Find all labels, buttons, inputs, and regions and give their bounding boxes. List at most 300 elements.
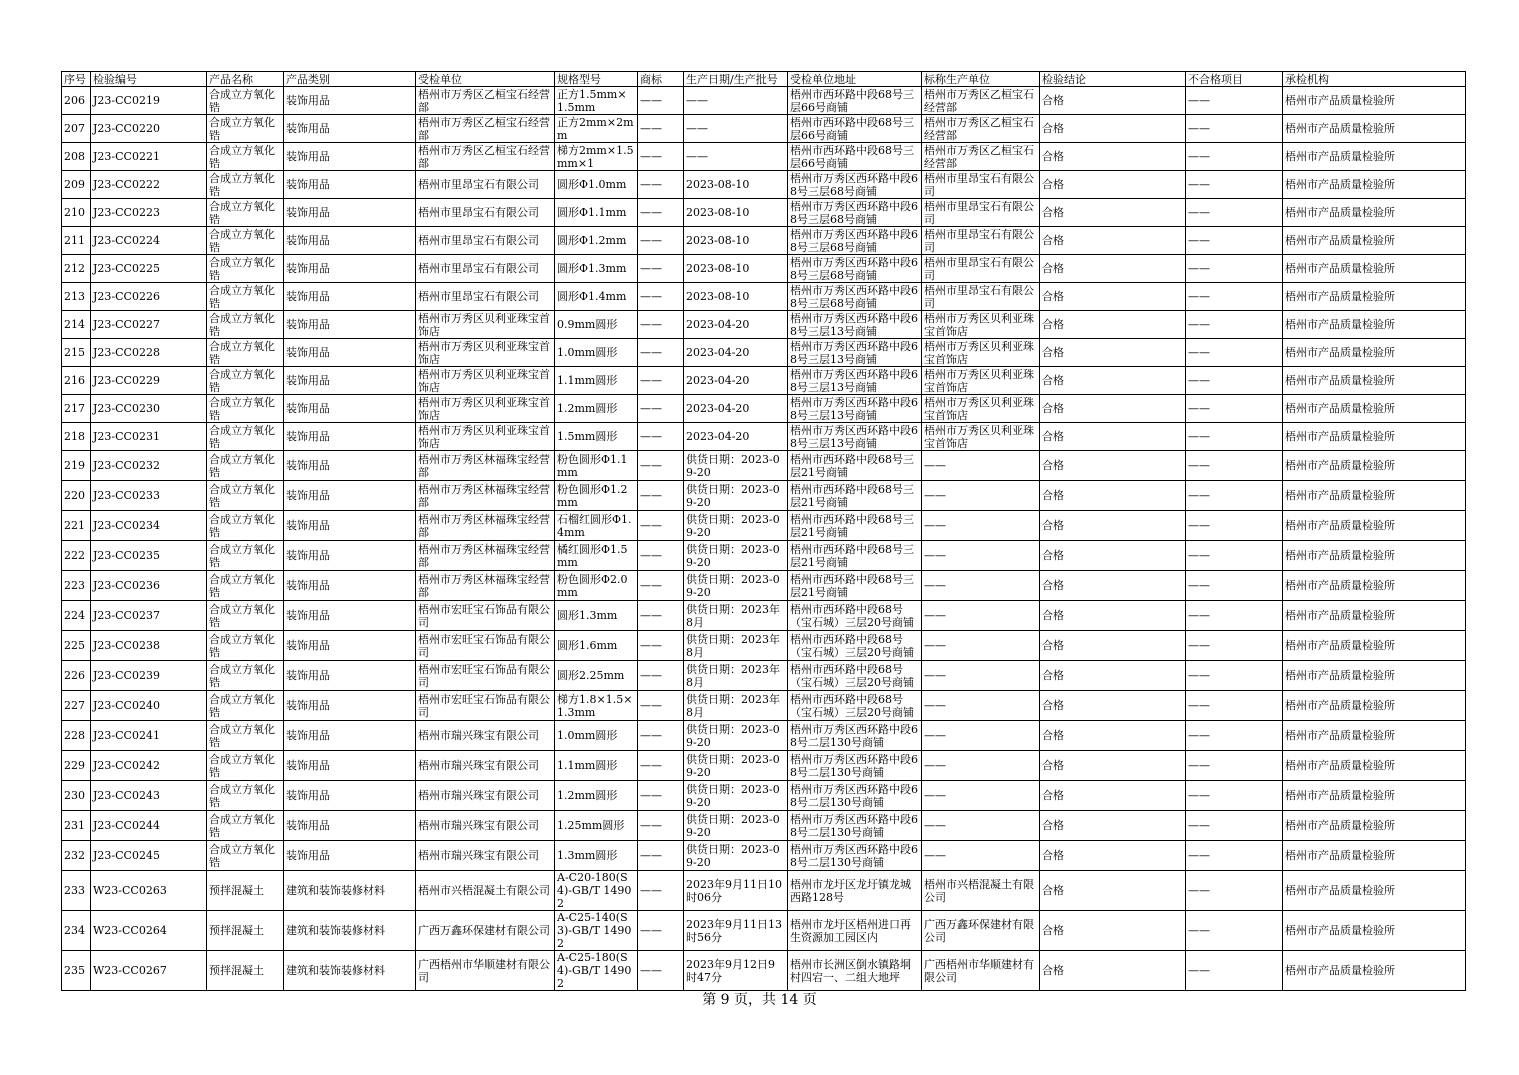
cell-nominal-manufacturer: 梧州市里昂宝石有限公司 (922, 255, 1040, 283)
cell-inspected-unit: 梧州市万秀区乙桓宝石经营部 (416, 87, 555, 115)
cell-product-name: 预拌混凝土 (207, 871, 284, 911)
table-body (62, 87, 1466, 991)
cell-product-category: 装饰用品 (284, 721, 416, 751)
cell-serial: 234 (62, 911, 91, 951)
cell-unit-address: 梧州市万秀区西环路中段68号三层68号商铺 (788, 171, 922, 199)
cell-product-name: 合成立方氧化锆 (207, 541, 284, 571)
cell-conclusion: 合格 (1040, 811, 1186, 841)
cell-trademark: —— (638, 721, 684, 751)
cell-failed-items: —— (1186, 423, 1283, 451)
cell-specification: 1.2mm圆形 (555, 395, 638, 423)
table-row (62, 481, 1466, 511)
cell-inspected-unit: 梧州市里昂宝石有限公司 (416, 227, 555, 255)
cell-inspection-no: J23-CC0239 (91, 661, 207, 691)
cell-unit-address: 梧州市万秀区西环路中段68号二层130号商铺 (788, 811, 922, 841)
cell-testing-agency: 梧州市产品质量检验所 (1283, 691, 1466, 721)
cell-trademark: —— (638, 227, 684, 255)
cell-nominal-manufacturer: —— (922, 631, 1040, 661)
cell-conclusion: 合格 (1040, 367, 1186, 395)
cell-serial: 222 (62, 541, 91, 571)
cell-testing-agency: 梧州市产品质量检验所 (1283, 339, 1466, 367)
cell-product-category: 装饰用品 (284, 811, 416, 841)
cell-product-category: 装饰用品 (284, 451, 416, 481)
cell-product-category: 装饰用品 (284, 601, 416, 631)
cell-nominal-manufacturer: —— (922, 601, 1040, 631)
cell-product-category: 装饰用品 (284, 691, 416, 721)
cell-specification: 圆形Φ1.2mm (555, 227, 638, 255)
cell-failed-items: —— (1186, 871, 1283, 911)
cell-production-date: 2023-04-20 (684, 311, 788, 339)
cell-trademark: —— (638, 87, 684, 115)
cell-inspected-unit: 梧州市宏旺宝石饰品有限公司 (416, 631, 555, 661)
cell-inspected-unit: 梧州市宏旺宝石饰品有限公司 (416, 691, 555, 721)
cell-testing-agency: 梧州市产品质量检验所 (1283, 115, 1466, 143)
cell-product-category: 装饰用品 (284, 339, 416, 367)
cell-failed-items: —— (1186, 255, 1283, 283)
cell-production-date: 供货日期：2023-09-20 (684, 451, 788, 481)
cell-failed-items: —— (1186, 395, 1283, 423)
cell-conclusion: 合格 (1040, 395, 1186, 423)
cell-specification: 橘红圆形Φ1.5mm (555, 541, 638, 571)
cell-testing-agency: 梧州市产品质量检验所 (1283, 601, 1466, 631)
cell-inspected-unit: 梧州市里昂宝石有限公司 (416, 199, 555, 227)
cell-trademark: —— (638, 283, 684, 311)
cell-trademark: —— (638, 511, 684, 541)
cell-conclusion: 合格 (1040, 481, 1186, 511)
cell-inspected-unit: 梧州市万秀区贝利亚珠宝首饰店 (416, 395, 555, 423)
cell-production-date: 供货日期：2023年8月 (684, 661, 788, 691)
cell-trademark: —— (638, 601, 684, 631)
table-row (62, 451, 1466, 481)
table-row (62, 691, 1466, 721)
cell-nominal-manufacturer: —— (922, 481, 1040, 511)
cell-unit-address: 梧州市万秀区西环路中段68号三层13号商铺 (788, 367, 922, 395)
cell-trademark: —— (638, 339, 684, 367)
table-row (62, 871, 1466, 911)
cell-conclusion: 合格 (1040, 781, 1186, 811)
table-row (62, 951, 1466, 991)
cell-inspected-unit: 梧州市万秀区林福珠宝经营部 (416, 451, 555, 481)
cell-product-category: 装饰用品 (284, 283, 416, 311)
cell-unit-address: 梧州市万秀区西环路中段68号三层68号商铺 (788, 283, 922, 311)
cell-failed-items: —— (1186, 811, 1283, 841)
cell-specification: 圆形Φ1.0mm (555, 171, 638, 199)
cell-testing-agency: 梧州市产品质量检验所 (1283, 811, 1466, 841)
table-row (62, 143, 1466, 171)
cell-conclusion: 合格 (1040, 143, 1186, 171)
cell-conclusion: 合格 (1040, 691, 1186, 721)
cell-production-date: 供货日期：2023-09-20 (684, 781, 788, 811)
cell-nominal-manufacturer: 梧州市里昂宝石有限公司 (922, 227, 1040, 255)
cell-serial: 228 (62, 721, 91, 751)
cell-unit-address: 梧州市万秀区西环路中段68号三层13号商铺 (788, 311, 922, 339)
cell-failed-items: —— (1186, 601, 1283, 631)
cell-serial: 216 (62, 367, 91, 395)
table-row (62, 423, 1466, 451)
header-product-name: 产品名称 (207, 72, 284, 87)
cell-nominal-manufacturer: 梧州市万秀区乙桓宝石经营部 (922, 87, 1040, 115)
cell-serial: 206 (62, 87, 91, 115)
cell-inspected-unit: 梧州市万秀区贝利亚珠宝首饰店 (416, 423, 555, 451)
cell-inspected-unit: 梧州市宏旺宝石饰品有限公司 (416, 601, 555, 631)
cell-conclusion: 合格 (1040, 951, 1186, 991)
cell-product-category: 装饰用品 (284, 367, 416, 395)
cell-specification: 1.1mm圆形 (555, 751, 638, 781)
cell-production-date: 2023-04-20 (684, 423, 788, 451)
cell-inspection-no: J23-CC0231 (91, 423, 207, 451)
cell-specification: 1.2mm圆形 (555, 781, 638, 811)
cell-production-date: —— (684, 143, 788, 171)
cell-failed-items: —— (1186, 199, 1283, 227)
cell-trademark: —— (638, 481, 684, 511)
cell-product-category: 装饰用品 (284, 311, 416, 339)
cell-trademark: —— (638, 367, 684, 395)
cell-production-date: 2023-08-10 (684, 171, 788, 199)
cell-product-name: 合成立方氧化锆 (207, 87, 284, 115)
cell-production-date: —— (684, 87, 788, 115)
cell-product-category: 装饰用品 (284, 751, 416, 781)
cell-inspection-no: J23-CC0233 (91, 481, 207, 511)
cell-failed-items: —— (1186, 751, 1283, 781)
cell-conclusion: 合格 (1040, 423, 1186, 451)
cell-product-category: 装饰用品 (284, 255, 416, 283)
page-footer: 第 9 页，共 14 页 (702, 992, 817, 1008)
cell-specification: 0.9mm圆形 (555, 311, 638, 339)
cell-serial: 213 (62, 283, 91, 311)
cell-serial: 232 (62, 841, 91, 871)
cell-specification: 圆形Φ1.3mm (555, 255, 638, 283)
cell-production-date: 供货日期：2023-09-20 (684, 751, 788, 781)
cell-inspected-unit: 梧州市瑞兴珠宝有限公司 (416, 721, 555, 751)
cell-inspection-no: J23-CC0230 (91, 395, 207, 423)
cell-product-name: 合成立方氧化锆 (207, 143, 284, 171)
cell-specification: 粉色圆形Φ2.0mm (555, 571, 638, 601)
cell-product-name: 合成立方氧化锆 (207, 721, 284, 751)
cell-product-category: 装饰用品 (284, 511, 416, 541)
cell-nominal-manufacturer: —— (922, 751, 1040, 781)
cell-testing-agency: 梧州市产品质量检验所 (1283, 199, 1466, 227)
table-row (62, 571, 1466, 601)
cell-specification: 1.0mm圆形 (555, 721, 638, 751)
cell-trademark: —— (638, 911, 684, 951)
cell-specification: 梯方1.8×1.5×1.3mm (555, 691, 638, 721)
cell-unit-address: 梧州市西环路中段68号三层21号商铺 (788, 511, 922, 541)
cell-specification: 梯方2mm×1.5mm×1 (555, 143, 638, 171)
inspection-results-table (61, 71, 1466, 991)
cell-failed-items: —— (1186, 511, 1283, 541)
cell-failed-items: —— (1186, 631, 1283, 661)
cell-product-name: 预拌混凝土 (207, 911, 284, 951)
cell-inspection-no: J23-CC0226 (91, 283, 207, 311)
cell-nominal-manufacturer: —— (922, 541, 1040, 571)
cell-nominal-manufacturer: 梧州市万秀区乙桓宝石经营部 (922, 143, 1040, 171)
cell-trademark: —— (638, 451, 684, 481)
cell-product-name: 合成立方氧化锆 (207, 367, 284, 395)
cell-serial: 224 (62, 601, 91, 631)
header-production-date: 生产日期/生产批号 (684, 72, 788, 87)
cell-testing-agency: 梧州市产品质量检验所 (1283, 571, 1466, 601)
cell-testing-agency: 梧州市产品质量检验所 (1283, 171, 1466, 199)
cell-testing-agency: 梧州市产品质量检验所 (1283, 951, 1466, 991)
cell-conclusion: 合格 (1040, 171, 1186, 199)
cell-production-date: 供货日期：2023-09-20 (684, 811, 788, 841)
cell-nominal-manufacturer: —— (922, 571, 1040, 601)
cell-production-date: 供货日期：2023-09-20 (684, 481, 788, 511)
cell-product-category: 装饰用品 (284, 143, 416, 171)
cell-serial: 235 (62, 951, 91, 991)
cell-nominal-manufacturer: 梧州市兴梧混凝土有限公司 (922, 871, 1040, 911)
cell-inspection-no: J23-CC0222 (91, 171, 207, 199)
cell-inspection-no: J23-CC0219 (91, 87, 207, 115)
cell-inspected-unit: 梧州市万秀区乙桓宝石经营部 (416, 143, 555, 171)
cell-nominal-manufacturer: 梧州市万秀区贝利亚珠宝首饰店 (922, 423, 1040, 451)
cell-testing-agency: 梧州市产品质量检验所 (1283, 541, 1466, 571)
cell-serial: 231 (62, 811, 91, 841)
cell-inspection-no: J23-CC0238 (91, 631, 207, 661)
cell-unit-address: 梧州市西环路中段68号（宝石城）三层20号商铺 (788, 691, 922, 721)
cell-production-date: 供货日期：2023-09-20 (684, 841, 788, 871)
cell-conclusion: 合格 (1040, 115, 1186, 143)
cell-unit-address: 梧州市西环路中段68号三层21号商铺 (788, 541, 922, 571)
cell-trademark: —— (638, 951, 684, 991)
cell-specification: 1.25mm圆形 (555, 811, 638, 841)
cell-product-category: 装饰用品 (284, 571, 416, 601)
cell-specification: 圆形1.3mm (555, 601, 638, 631)
cell-product-category: 装饰用品 (284, 87, 416, 115)
cell-inspection-no: J23-CC0241 (91, 721, 207, 751)
cell-product-name: 合成立方氧化锆 (207, 423, 284, 451)
cell-trademark: —— (638, 255, 684, 283)
cell-unit-address: 梧州市西环路中段68号（宝石城）三层20号商铺 (788, 661, 922, 691)
table-row (62, 255, 1466, 283)
cell-product-category: 装饰用品 (284, 631, 416, 661)
cell-inspection-no: J23-CC0224 (91, 227, 207, 255)
cell-serial: 226 (62, 661, 91, 691)
cell-failed-items: —— (1186, 143, 1283, 171)
cell-production-date: 供货日期：2023年8月 (684, 601, 788, 631)
cell-conclusion: 合格 (1040, 911, 1186, 951)
cell-failed-items: —— (1186, 541, 1283, 571)
header-product-category: 产品类别 (284, 72, 416, 87)
cell-product-category: 装饰用品 (284, 227, 416, 255)
cell-inspected-unit: 梧州市万秀区贝利亚珠宝首饰店 (416, 367, 555, 395)
cell-product-category: 装饰用品 (284, 541, 416, 571)
cell-failed-items: —— (1186, 951, 1283, 991)
cell-inspection-no: J23-CC0234 (91, 511, 207, 541)
cell-inspection-no: J23-CC0223 (91, 199, 207, 227)
cell-failed-items: —— (1186, 781, 1283, 811)
cell-testing-agency: 梧州市产品质量检验所 (1283, 367, 1466, 395)
cell-specification: 1.5mm圆形 (555, 423, 638, 451)
cell-production-date: 2023-04-20 (684, 395, 788, 423)
cell-unit-address: 梧州市龙圩区梧州进口再生资源加工园区内 (788, 911, 922, 951)
cell-inspected-unit: 梧州市万秀区林福珠宝经营部 (416, 571, 555, 601)
cell-testing-agency: 梧州市产品质量检验所 (1283, 395, 1466, 423)
cell-failed-items: —— (1186, 115, 1283, 143)
cell-inspected-unit: 梧州市万秀区林福珠宝经营部 (416, 541, 555, 571)
cell-conclusion: 合格 (1040, 871, 1186, 911)
cell-inspected-unit: 梧州市瑞兴珠宝有限公司 (416, 841, 555, 871)
cell-conclusion: 合格 (1040, 511, 1186, 541)
cell-inspection-no: J23-CC0232 (91, 451, 207, 481)
cell-unit-address: 梧州市西环路中段68号三层21号商铺 (788, 481, 922, 511)
cell-unit-address: 梧州市万秀区西环路中段68号二层130号商铺 (788, 781, 922, 811)
cell-failed-items: —— (1186, 339, 1283, 367)
cell-testing-agency: 梧州市产品质量检验所 (1283, 87, 1466, 115)
cell-specification: 石榴红圆形Φ1.4mm (555, 511, 638, 541)
table-row (62, 661, 1466, 691)
cell-product-name: 合成立方氧化锆 (207, 481, 284, 511)
cell-specification: 正方2mm×2mm (555, 115, 638, 143)
cell-product-name: 合成立方氧化锆 (207, 339, 284, 367)
table-row (62, 631, 1466, 661)
cell-failed-items: —— (1186, 911, 1283, 951)
cell-failed-items: —— (1186, 171, 1283, 199)
cell-conclusion: 合格 (1040, 255, 1186, 283)
cell-product-name: 合成立方氧化锆 (207, 395, 284, 423)
table-row (62, 171, 1466, 199)
cell-production-date: 供货日期：2023-09-20 (684, 571, 788, 601)
cell-inspection-no: J23-CC0225 (91, 255, 207, 283)
cell-failed-items: —— (1186, 451, 1283, 481)
cell-nominal-manufacturer: 梧州市万秀区乙桓宝石经营部 (922, 115, 1040, 143)
cell-unit-address: 梧州市万秀区西环路中段68号二层130号商铺 (788, 751, 922, 781)
cell-conclusion: 合格 (1040, 541, 1186, 571)
cell-nominal-manufacturer: —— (922, 511, 1040, 541)
cell-unit-address: 梧州市万秀区西环路中段68号二层130号商铺 (788, 841, 922, 871)
header-serial: 序号 (62, 72, 91, 87)
cell-testing-agency: 梧州市产品质量检验所 (1283, 423, 1466, 451)
cell-unit-address: 梧州市西环路中段68号三层66号商铺 (788, 115, 922, 143)
cell-nominal-manufacturer: —— (922, 721, 1040, 751)
cell-serial: 230 (62, 781, 91, 811)
cell-conclusion: 合格 (1040, 631, 1186, 661)
cell-serial: 225 (62, 631, 91, 661)
cell-specification: 正方1.5mm×1.5mm (555, 87, 638, 115)
cell-product-name: 合成立方氧化锆 (207, 781, 284, 811)
cell-serial: 208 (62, 143, 91, 171)
cell-inspected-unit: 广西万鑫环保建材有限公司 (416, 911, 555, 951)
cell-inspection-no: J23-CC0228 (91, 339, 207, 367)
cell-testing-agency: 梧州市产品质量检验所 (1283, 781, 1466, 811)
cell-production-date: 2023-04-20 (684, 339, 788, 367)
cell-product-name: 合成立方氧化锆 (207, 751, 284, 781)
cell-product-category: 装饰用品 (284, 481, 416, 511)
cell-conclusion: 合格 (1040, 311, 1186, 339)
cell-serial: 227 (62, 691, 91, 721)
cell-inspection-no: W23-CC0267 (91, 951, 207, 991)
cell-trademark: —— (638, 691, 684, 721)
cell-nominal-manufacturer: 梧州市里昂宝石有限公司 (922, 283, 1040, 311)
cell-product-category: 装饰用品 (284, 171, 416, 199)
cell-product-name: 合成立方氧化锆 (207, 199, 284, 227)
table-row (62, 841, 1466, 871)
cell-unit-address: 梧州市长洲区倒水镇路垌村四宕一、二组大地坪 (788, 951, 922, 991)
table-header-row (62, 72, 1466, 87)
cell-specification: A-C20-180(S4)-GB/T 14902 (555, 871, 638, 911)
cell-failed-items: —— (1186, 841, 1283, 871)
cell-specification: A-C25-140(S3)-GB/T 14902 (555, 911, 638, 951)
cell-unit-address: 梧州市西环路中段68号三层66号商铺 (788, 87, 922, 115)
cell-nominal-manufacturer: —— (922, 811, 1040, 841)
cell-production-date: 供货日期：2023-09-20 (684, 541, 788, 571)
cell-inspection-no: W23-CC0264 (91, 911, 207, 951)
cell-inspected-unit: 梧州市万秀区乙桓宝石经营部 (416, 115, 555, 143)
cell-product-name: 合成立方氧化锆 (207, 571, 284, 601)
table-row (62, 199, 1466, 227)
cell-trademark: —— (638, 171, 684, 199)
cell-testing-agency: 梧州市产品质量检验所 (1283, 283, 1466, 311)
cell-unit-address: 梧州市西环路中段68号（宝石城）三层20号商铺 (788, 631, 922, 661)
table-row (62, 781, 1466, 811)
cell-trademark: —— (638, 781, 684, 811)
cell-serial: 210 (62, 199, 91, 227)
cell-product-category: 装饰用品 (284, 395, 416, 423)
table-row (62, 339, 1466, 367)
cell-product-category: 建筑和装饰装修材料 (284, 911, 416, 951)
cell-specification: 粉色圆形Φ1.2mm (555, 481, 638, 511)
cell-conclusion: 合格 (1040, 227, 1186, 255)
cell-product-name: 合成立方氧化锆 (207, 661, 284, 691)
header-specification: 规格型号 (555, 72, 638, 87)
cell-specification: 圆形Φ1.1mm (555, 199, 638, 227)
cell-nominal-manufacturer: 梧州市里昂宝石有限公司 (922, 171, 1040, 199)
cell-production-date: 2023-08-10 (684, 283, 788, 311)
cell-serial: 211 (62, 227, 91, 255)
cell-testing-agency: 梧州市产品质量检验所 (1283, 143, 1466, 171)
cell-trademark: —— (638, 395, 684, 423)
cell-inspected-unit: 梧州市瑞兴珠宝有限公司 (416, 751, 555, 781)
cell-testing-agency: 梧州市产品质量检验所 (1283, 911, 1466, 951)
cell-nominal-manufacturer: —— (922, 451, 1040, 481)
cell-nominal-manufacturer: 广西梧州市华顺建材有限公司 (922, 951, 1040, 991)
cell-testing-agency: 梧州市产品质量检验所 (1283, 511, 1466, 541)
cell-trademark: —— (638, 871, 684, 911)
cell-inspection-no: J23-CC0240 (91, 691, 207, 721)
cell-nominal-manufacturer: —— (922, 691, 1040, 721)
table-row (62, 721, 1466, 751)
cell-specification: 粉色圆形Φ1.1mm (555, 451, 638, 481)
cell-product-name: 合成立方氧化锆 (207, 451, 284, 481)
cell-conclusion: 合格 (1040, 339, 1186, 367)
cell-production-date: 供货日期：2023年8月 (684, 691, 788, 721)
cell-inspected-unit: 梧州市瑞兴珠宝有限公司 (416, 811, 555, 841)
header-inspected-unit: 受检单位 (416, 72, 555, 87)
cell-conclusion: 合格 (1040, 841, 1186, 871)
cell-product-name: 合成立方氧化锆 (207, 511, 284, 541)
cell-product-name: 合成立方氧化锆 (207, 691, 284, 721)
cell-product-category: 装饰用品 (284, 781, 416, 811)
cell-nominal-manufacturer: 梧州市里昂宝石有限公司 (922, 199, 1040, 227)
cell-testing-agency: 梧州市产品质量检验所 (1283, 255, 1466, 283)
cell-conclusion: 合格 (1040, 661, 1186, 691)
cell-inspected-unit: 梧州市万秀区贝利亚珠宝首饰店 (416, 311, 555, 339)
cell-product-name: 合成立方氧化锆 (207, 115, 284, 143)
cell-inspected-unit: 梧州市里昂宝石有限公司 (416, 255, 555, 283)
cell-product-name: 合成立方氧化锆 (207, 841, 284, 871)
cell-testing-agency: 梧州市产品质量检验所 (1283, 311, 1466, 339)
cell-unit-address: 梧州市万秀区西环路中段68号三层13号商铺 (788, 423, 922, 451)
table-row (62, 115, 1466, 143)
cell-serial: 212 (62, 255, 91, 283)
table-row (62, 811, 1466, 841)
cell-trademark: —— (638, 631, 684, 661)
cell-unit-address: 梧州市龙圩区龙圩镇龙城西路128号 (788, 871, 922, 911)
cell-testing-agency: 梧州市产品质量检验所 (1283, 227, 1466, 255)
cell-specification: 圆形2.25mm (555, 661, 638, 691)
cell-trademark: —— (638, 115, 684, 143)
cell-inspected-unit: 梧州市万秀区林福珠宝经营部 (416, 481, 555, 511)
